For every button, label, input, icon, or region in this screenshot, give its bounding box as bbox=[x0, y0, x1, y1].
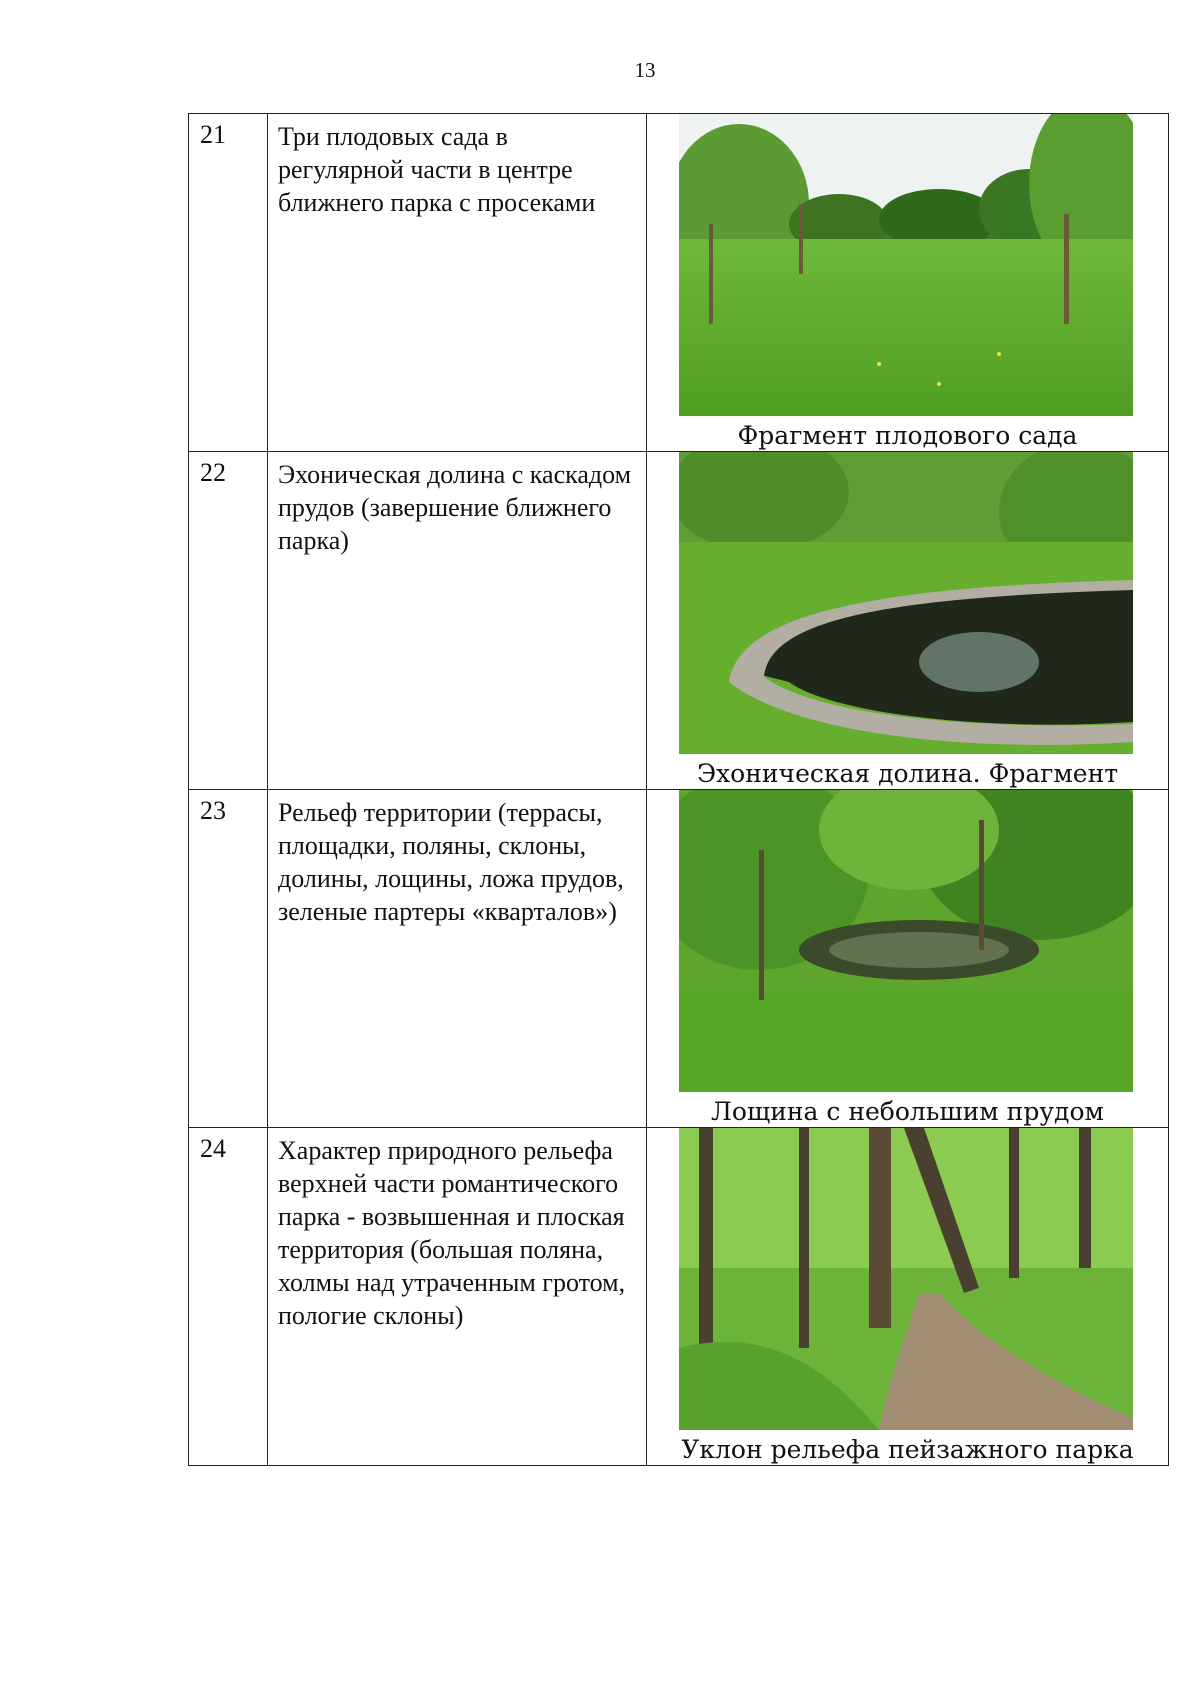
row-description: Эхоническая долина с каскадом прудов (завершение ближнего парка) bbox=[268, 452, 647, 790]
ravine-pond-photo bbox=[679, 790, 1133, 1092]
photo-caption: Эхоническая долина. Фрагмент bbox=[696, 759, 1119, 788]
orchard-photo bbox=[679, 114, 1133, 416]
row-number: 24 bbox=[189, 1128, 268, 1466]
photo-cell bbox=[647, 114, 1169, 452]
photo-caption: Уклон рельефа пейзажного парка bbox=[681, 1435, 1134, 1464]
photo-caption: Фрагмент плодового сада bbox=[737, 421, 1078, 450]
page-number: 13 bbox=[634, 58, 656, 82]
pond-valley-photo bbox=[679, 452, 1133, 754]
table-row bbox=[189, 114, 1169, 452]
row-number: 23 bbox=[189, 790, 268, 1128]
row-number: 22 bbox=[189, 452, 268, 790]
photo-cell bbox=[647, 1128, 1169, 1466]
heritage-elements-table bbox=[188, 113, 1169, 1466]
row-number: 21 bbox=[189, 114, 268, 452]
photo-cell bbox=[647, 452, 1169, 790]
row-description: Три плодовых сада в регулярной части в центре ближнего парка с просеками bbox=[268, 114, 647, 452]
table-row bbox=[189, 452, 1169, 790]
photo-caption: Лощина с небольшим прудом bbox=[711, 1097, 1104, 1126]
table-row bbox=[189, 790, 1169, 1128]
row-description: Рельеф территории (террасы, площадки, поляны, склоны, долины, лощины, ложа прудов, зеленые партеры «кварталов») bbox=[268, 790, 647, 1128]
row-description: Характер природного рельефа верхней части романтического парка - возвышенная и плоская территория (большая поляна, холмы над утраченным гротом, пологие склоны) bbox=[268, 1128, 647, 1466]
table-row bbox=[189, 1128, 1169, 1466]
photo-cell bbox=[647, 790, 1169, 1128]
forest-path-photo bbox=[679, 1128, 1133, 1430]
